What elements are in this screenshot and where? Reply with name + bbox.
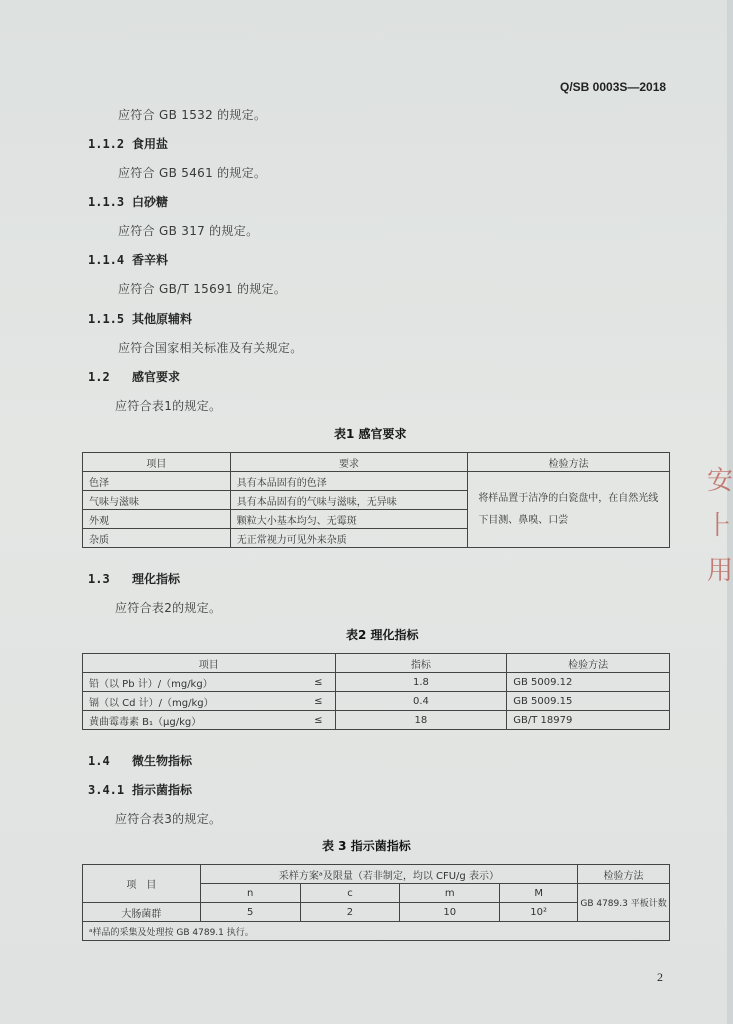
requirement-cell: 具有本品固有的气味与滋味，无异味 — [230, 491, 468, 510]
table-row — [83, 711, 670, 730]
physicochemical-table — [82, 653, 670, 730]
paragraph: 应符合 GB 317 的规定。 — [118, 224, 259, 238]
red-seal-stamp — [707, 460, 733, 587]
paragraph: 应符合表1的规定。 — [115, 399, 222, 413]
item-cell: 色泽 — [83, 472, 231, 491]
item-cell: 黄曲霉毒素 B₁（μg/kg） — [83, 711, 303, 730]
operator-cell: ≤ — [302, 692, 335, 711]
table-header-row — [83, 865, 670, 884]
operator-cell: ≤ — [302, 673, 335, 692]
column-header: 指标 — [335, 654, 507, 673]
table2-caption: 表2 理化指标 — [346, 628, 419, 642]
section-title: 微生物指标 — [132, 754, 193, 768]
seal-char: 安 — [707, 466, 733, 496]
section-title: 理化指标 — [132, 572, 181, 586]
paragraph: 应符合表2的规定。 — [115, 601, 222, 615]
seal-char: ⺊ — [707, 511, 733, 541]
method-cell: 将样品置于洁净的白瓷盘中，在自然光线下目测、鼻嗅、口尝 — [468, 472, 670, 548]
column-header: 项目 — [83, 453, 231, 472]
paragraph: 应符合表3的规定。 — [115, 812, 222, 826]
indicator-bacteria-table — [82, 864, 670, 941]
section-number: 1.1.5 — [88, 312, 125, 326]
column-header: M — [500, 884, 578, 903]
section-title: 其他原辅料 — [132, 312, 193, 326]
section-number: 1.3 — [88, 572, 110, 586]
table-header-row — [83, 654, 670, 673]
item-cell: 气味与滋味 — [83, 491, 231, 510]
value-cell: 18 — [335, 711, 507, 730]
sensory-table — [82, 452, 670, 548]
column-header: 项目 — [83, 654, 336, 673]
table1-caption: 表1 感官要求 — [334, 427, 407, 441]
item-cell: 镉（以 Cd 计）/（mg/kg） — [83, 692, 303, 711]
item-cell: 大肠菌群 — [83, 903, 201, 922]
column-header: 要求 — [230, 453, 468, 472]
method-cell: GB 5009.15 — [507, 692, 670, 711]
section-number: 1.4 — [88, 754, 110, 768]
column-header: 检验方法 — [468, 453, 670, 472]
value-cell: 2 — [300, 903, 400, 922]
seal-char: 用 — [707, 556, 733, 586]
section-heading-1-3 — [88, 570, 180, 587]
table-row — [83, 673, 670, 692]
section-heading-1-1-3 — [88, 193, 168, 210]
requirement-cell: 具有本品固有的色泽 — [230, 472, 468, 491]
column-header: 检验方法 — [578, 865, 670, 884]
section-title: 白砂糖 — [132, 195, 169, 209]
table3-caption: 表 3 指示菌指标 — [322, 839, 411, 853]
method-cell: GB 4789.3 平板计数 — [578, 884, 670, 922]
column-header: m — [400, 884, 500, 903]
table-row — [83, 472, 670, 491]
page-number: 2 — [657, 970, 663, 984]
operator-cell: ≤ — [302, 711, 335, 730]
paragraph: 应符合 GB 5461 的规定。 — [118, 166, 267, 180]
section-heading-3-4-1 — [88, 781, 192, 798]
table-footnote: ᵃ样品的采集及处理按 GB 4789.1 执行。 — [83, 922, 670, 941]
section-title: 感官要求 — [132, 370, 181, 384]
section-number: 1.2 — [88, 370, 110, 384]
section-number: 3.4.1 — [88, 783, 125, 797]
requirement-cell: 颗粒大小基本均匀、无霉斑 — [230, 510, 468, 529]
value-cell: 10 — [400, 903, 500, 922]
table-header-row — [83, 453, 670, 472]
method-cell: GB 5009.12 — [507, 673, 670, 692]
method-cell: GB/T 18979 — [507, 711, 670, 730]
section-heading-1-1-2 — [88, 135, 168, 152]
section-heading-1-2 — [88, 368, 180, 385]
table-footnote-row — [83, 922, 670, 941]
section-number: 1.1.3 — [88, 195, 125, 209]
section-number: 1.1.4 — [88, 253, 125, 267]
section-title: 香辛料 — [132, 253, 169, 267]
section-title: 指示菌指标 — [132, 783, 193, 797]
column-header: 检验方法 — [507, 654, 670, 673]
section-number: 1.1.2 — [88, 137, 125, 151]
value-cell: 5 — [200, 903, 300, 922]
item-cell: 杂质 — [83, 529, 231, 548]
column-header: c — [300, 884, 400, 903]
requirement-cell: 无正常视力可见外来杂质 — [230, 529, 468, 548]
section-heading-1-1-5 — [88, 310, 192, 327]
column-header: 采样方案ᵃ及限量（若非制定，均以 CFU/g 表示） — [200, 865, 577, 884]
paragraph: 应符合国家相关标准及有关规定。 — [118, 341, 303, 355]
section-heading-1-4 — [88, 752, 192, 769]
column-header: n — [200, 884, 300, 903]
item-cell: 外观 — [83, 510, 231, 529]
paragraph: 应符合 GB/T 15691 的规定。 — [118, 282, 287, 296]
value-cell: 0.4 — [335, 692, 507, 711]
document-code: Q/SB 0003S—2018 — [560, 80, 667, 94]
item-cell: 铅（以 Pb 计）/（mg/kg） — [83, 673, 303, 692]
table-row — [83, 692, 670, 711]
value-cell: 1.8 — [335, 673, 507, 692]
section-heading-1-1-4 — [88, 251, 168, 268]
column-header: 项 目 — [83, 865, 201, 903]
value-cell: 10² — [500, 903, 578, 922]
section-title: 食用盐 — [132, 137, 169, 151]
paragraph: 应符合 GB 1532 的规定。 — [118, 108, 267, 122]
